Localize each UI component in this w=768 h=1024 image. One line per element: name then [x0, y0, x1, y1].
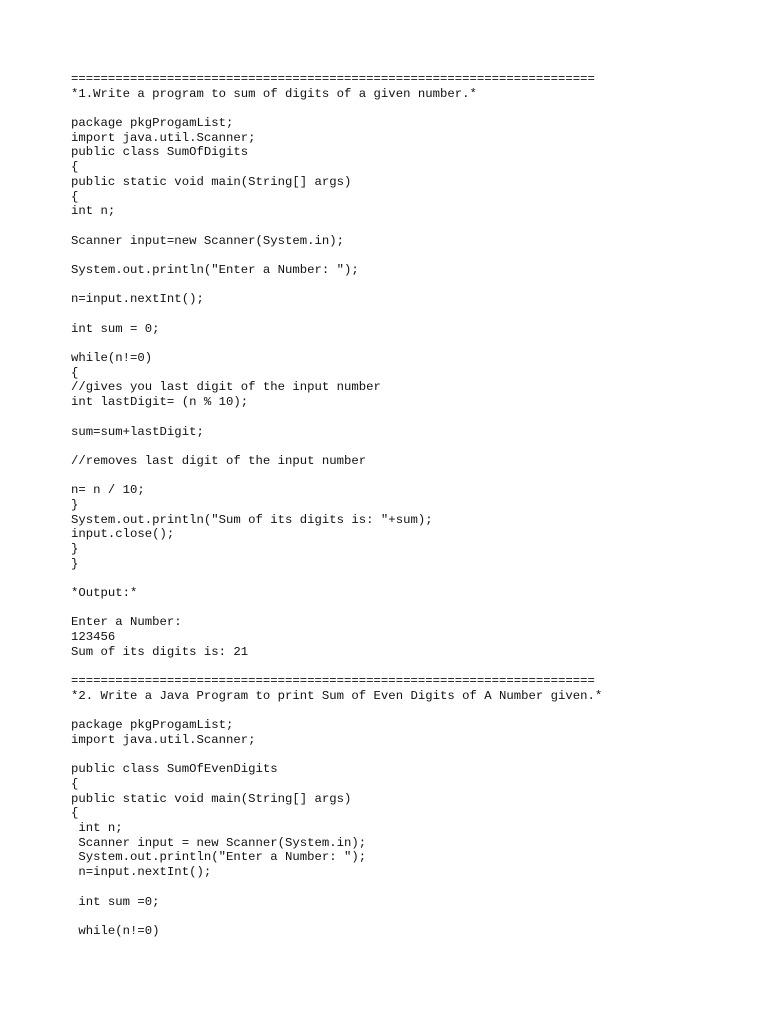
text-line: n=input.nextInt(); — [71, 865, 212, 880]
text-line: *2. Write a Java Program to print Sum of Even Digits of A Number given.* — [71, 688, 603, 703]
text-line: Scanner input = new Scanner(System.in); — [71, 835, 367, 850]
text-line: n= n / 10; — [71, 483, 145, 498]
document-page — [71, 72, 751, 939]
text-line — [71, 248, 751, 263]
text-line — [71, 704, 751, 719]
text-line: { — [71, 365, 79, 380]
text-line — [71, 307, 751, 322]
text-line: 123456 — [71, 630, 116, 645]
text-line: int lastDigit= (n % 10); — [71, 395, 249, 410]
text-line — [71, 909, 751, 924]
text-line: System.out.println("Enter a Number: "); — [71, 262, 359, 277]
text-line: System.out.println("Sum of its digits is: "+sum); — [71, 512, 433, 527]
text-line — [71, 410, 751, 425]
text-line: { — [71, 160, 79, 175]
text-line — [71, 101, 751, 116]
text-line: } — [71, 497, 79, 512]
text-line — [71, 219, 751, 234]
text-line: Sum of its digits is: 21 — [71, 644, 249, 659]
text-line — [71, 439, 751, 454]
text-line: } — [71, 556, 79, 571]
text-line: int sum =0; — [71, 894, 160, 909]
text-line: sum=sum+lastDigit; — [71, 424, 204, 439]
text-line — [71, 748, 751, 763]
text-line: n=input.nextInt(); — [71, 292, 204, 307]
text-line: import java.util.Scanner; — [71, 130, 256, 145]
text-line: while(n!=0) — [71, 923, 160, 938]
text-line: public class SumOfDigits — [71, 145, 249, 160]
text-line: *Output:* — [71, 586, 138, 601]
text-line: int n; — [71, 204, 116, 219]
text-line: int n; — [71, 821, 123, 836]
text-line: System.out.println("Enter a Number: "); — [71, 850, 367, 865]
text-line: while(n!=0) — [71, 351, 153, 366]
text-line: { — [71, 777, 79, 791]
text-line: //gives you last digit of the input number — [71, 380, 381, 395]
text-line: ======================================================================= — [71, 72, 595, 86]
text-line: input.close(); — [71, 527, 175, 542]
text-line — [71, 336, 751, 351]
text-line — [71, 278, 751, 293]
text-line: import java.util.Scanner; — [71, 732, 256, 747]
text-line: { — [71, 189, 79, 204]
text-line — [71, 469, 751, 484]
text-line: *1.Write a program to sum of digits of a given number.* — [71, 86, 477, 101]
text-line: Enter a Number: — [71, 615, 182, 630]
text-line — [71, 601, 751, 616]
text-line: package pkgProgamList; — [71, 718, 234, 733]
text-line — [71, 660, 751, 675]
text-line: } — [71, 542, 79, 556]
text-line: int sum = 0; — [71, 321, 160, 336]
text-line: { — [71, 806, 79, 821]
text-line — [71, 571, 751, 586]
text-line: public static void main(String[] args) — [71, 791, 352, 806]
text-line: public static void main(String[] args) — [71, 174, 352, 189]
text-line: //removes last digit of the input number — [71, 453, 367, 468]
text-line — [71, 880, 751, 895]
text-line: public class SumOfEvenDigits — [71, 762, 278, 777]
text-line: package pkgProgamList; — [71, 116, 234, 131]
text-line: ======================================================================= — [71, 674, 595, 689]
text-line: Scanner input=new Scanner(System.in); — [71, 233, 345, 248]
